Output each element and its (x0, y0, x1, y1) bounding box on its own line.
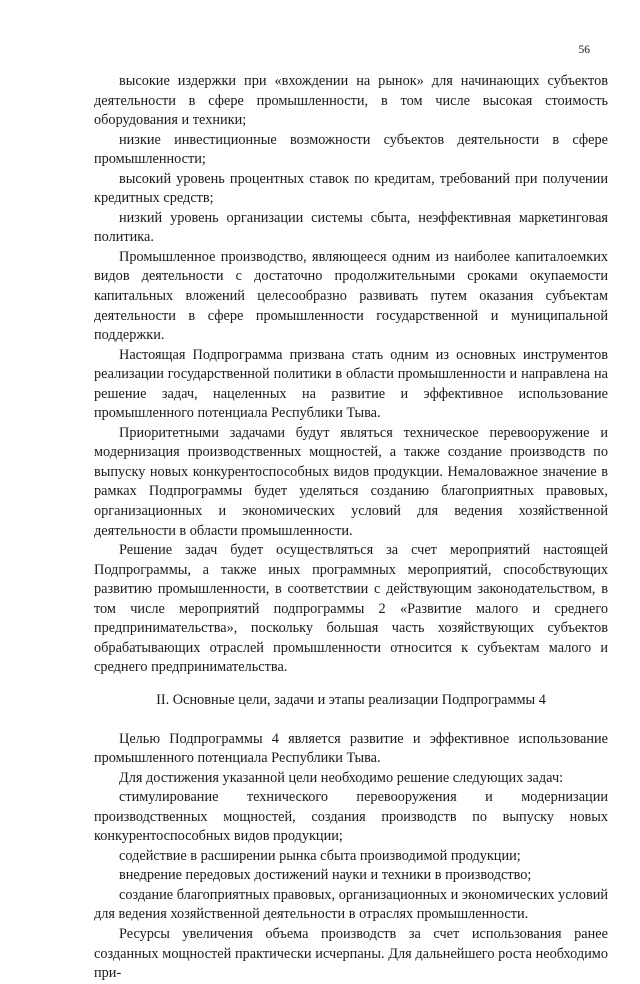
paragraph: низкий уровень организации системы сбыта, неэффективная маркетинговая политика. (94, 209, 608, 246)
paragraph: Для достижения указанной цели необходимо решение следующих задач: (119, 769, 564, 786)
paragraph: создание благоприятных правовых, организационных и экономических условий для ведения хозяйственной деятельности в отраслях промышленности. (94, 886, 608, 923)
paragraph: Настоящая Подпрограмма призвана стать одним из основных инструментов реализации государственной политики в области промышленности и направлена на решение задач, нацеленных на развитие и эффективное использование промышленного потенциала Республики Тыва. (94, 346, 608, 422)
paragraph: Ресурсы увеличения объема производств за счет использования ранее созданных мощностей практически исчерпаны. Для дальнейшего роста необходимо при- (94, 925, 608, 982)
section-heading: II. Основные цели, задачи и этапы реализации Подпрограммы 4 (156, 691, 546, 708)
document-body (94, 72, 608, 984)
paragraph: Приоритетными задачами будут являться техническое перевооружение и модернизация производственных мощностей, а также создание производств по выпуску новых конкурентоспособных видов продукции. Немаловажное значение в рамках Подпрограммы будет уделяться созданию благоприятных правовых, организационных и экономических условий для ведения хозяйственной деятельности в области промышленности. (94, 424, 608, 539)
paragraph: Целью Подпрограммы 4 является развитие и эффективное использование промышленного потенциала Республики Тыва. (94, 730, 608, 767)
paragraph: Решение задач будет осуществляться за счет мероприятий настоящей Подпрограммы, а также иных программных мероприятий, способствующих развитию промышленности, в соответствии с действующим законодательством, в том числе мероприятий подпрограммы 2 «Развитие малого и среднего предпринимательства», поскольку большая часть хозяйствующих субъектов обрабатывающих отраслей промышленности относится к субъектам малого и среднего предпринимательства. (94, 542, 608, 676)
paragraph: стимулирование технического перевооружения и модернизации производственных мощностей, создания производств по выпуску новых конкурентоспособных видов продукции; (94, 789, 608, 845)
paragraph: внедрение передовых достижений науки и техники в производство; (119, 867, 532, 884)
paragraph: содействие в расширении рынка сбыта производимой продукции; (119, 847, 521, 864)
paragraph: высокий уровень процентных ставок по кредитам, требований при получении кредитных средств; (94, 170, 608, 207)
paragraph: Промышленное производство, являющееся одним из наиболее капиталоемких видов деятельности с достаточно продолжительными сроками окупаемости капитальных вложений целесообразно развивать путем оказания субъектам деятельности в сфере промышленности государственной и муниципальной поддержки. (94, 248, 608, 344)
page-number: 56 (578, 44, 590, 56)
paragraph: низкие инвестиционные возможности субъектов деятельности в сфере промышленности; (94, 131, 608, 168)
paragraph: высокие издержки при «вхождении на рынок» для начинающих субъектов деятельности в сфере промышленности, в том числе высокая стоимость оборудования и техники; (94, 73, 608, 129)
